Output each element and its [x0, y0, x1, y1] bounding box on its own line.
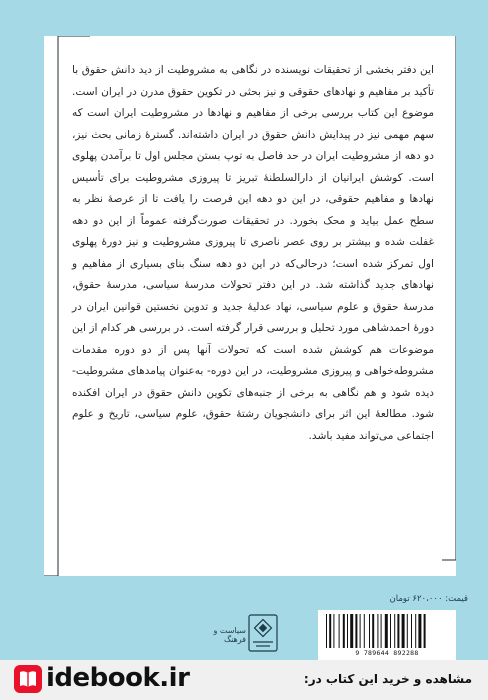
site-logo[interactable] [14, 662, 189, 694]
price-label: قیمت: ۶۲۰،۰۰۰ تومان [389, 594, 468, 604]
back-cover-blurb: این دفتر بخشی از تحقیقات نویسنده در نگاهی به مشروطیت از دید دانش حقوق با تأکید بر مفاهیم و نهادهای حقوقی و نیز بحثی در تکوین حقوق مدرن در ایران است. موضوع این کتاب بررسی برخی از مفاهیم و نهادها در مشروطیت ایران است که سهم مهمی نیز در پیدایش دانش حقوق در ایران داشته‌اند. گسترهٔ زمانی بحث نیز، دو دهه از مشروطیت ایران در حد فاصل به توپ بستن مجلس اول تا برآمدن پهلوی است. کوشش ایرانیان از دارالسلطنهٔ تبریز تا پیروزی مشروطیت برای تأسیس نهادها و مفاهیم حقوقی، در این دو دهه این فرصت را یافت تا از عرصهٔ نظر به سطح عمل بیاید و محک بخورد. در تحقیقات صورت‌گرفته عموماً از این دو دهه غفلت شده و بیشتر بر روی عصر ناصری تا پیروزی مشروطیت و نیز دورهٔ پهلوی اول تمرکز شده است؛ درحالی‌که در این دو دهه سنگ بنای بسیاری از مفاهیم و نهادهای جدید گذاشته شد. در این دفتر تحولات مدرسهٔ سیاسی، مدرسهٔ حقوق، مدرسهٔ حقوق و علوم سیاسی، نهاد عدلیهٔ جدید و تدوین نخستین قوانین ایران در دورهٔ احمدشاهی مورد تحلیل و بررسی قرار گرفته است. در بررسی هر کدام از این موضوعات هم کوشش شده است که تحولات آنها پس از دو دوره مقدمات مشروطه‌خواهی و پیروزی مشروطیت، در این دوره- به‌عنوان پیامدهای مشروطیت- دیده شود و هم نگاهی به برخی از جنبه‌های تکوین دانش حقوق در ایران افکنده شود. مطالعهٔ این اثر برای دانشجویان رشتهٔ حقوق، علوم سیاسی، تاریخ و علوم اجتماعی می‌تواند مفید باشد. [72, 64, 434, 442]
publisher-emblem-icon [248, 614, 278, 652]
promo-text: مشاهده و خرید این کتاب در: [303, 672, 472, 686]
site-logo-text: idebook.ir [46, 663, 190, 693]
barcode-bars [324, 614, 450, 648]
book-icon [14, 665, 42, 693]
barcode-number: 9 789644 892288 [355, 649, 419, 657]
isbn-barcode [318, 610, 456, 660]
publisher-name: سیاست و فرهنگ [213, 626, 246, 644]
